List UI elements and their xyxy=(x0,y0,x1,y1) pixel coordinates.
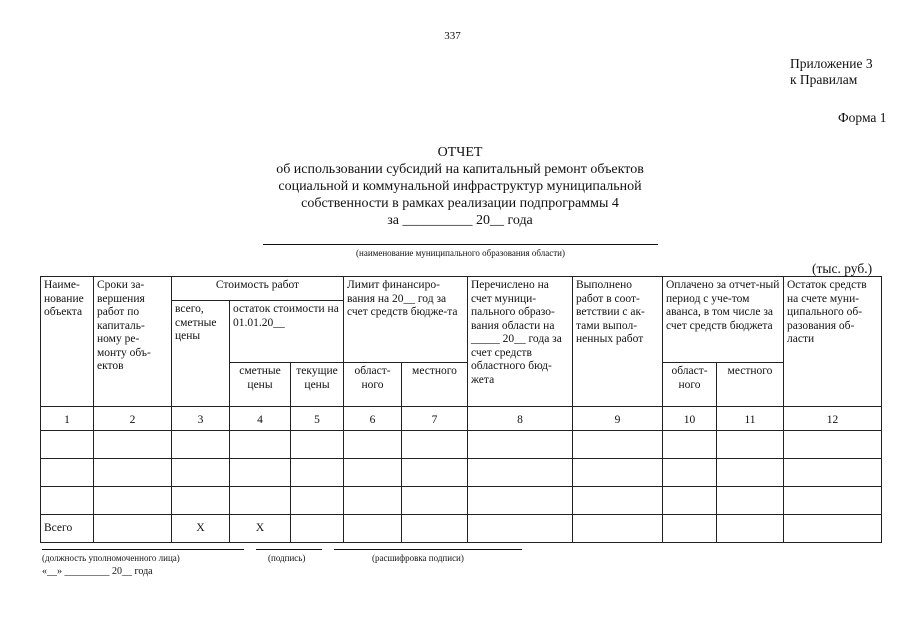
header-cost-current: текущие цены xyxy=(291,363,344,407)
table-cell[interactable] xyxy=(402,431,468,459)
report-title-line-4: за __________ 20__ года xyxy=(387,213,533,228)
header-deadlines: Сроки за-вершения работ по капиталь-ному ре-монту объ-ектов xyxy=(94,277,172,407)
table-cell[interactable] xyxy=(94,459,172,487)
header-cost-estimate: сметные цены xyxy=(230,363,291,407)
table-cell[interactable] xyxy=(172,487,230,515)
table-cell[interactable] xyxy=(41,431,94,459)
table-cell[interactable] xyxy=(402,487,468,515)
unit-label: (тыс. руб.) xyxy=(812,261,873,276)
appendix-line-1: Приложение 3 xyxy=(790,56,873,71)
column-number: 3 xyxy=(172,407,230,431)
report-table xyxy=(40,276,882,543)
report-title-line-2: социальной и коммунальной инфраструктур муниципальной xyxy=(278,179,642,194)
x-mark: Х xyxy=(230,515,291,543)
header-paid-regional: област-ного xyxy=(663,363,717,407)
form-label: Форма 1 xyxy=(838,110,887,125)
table-cell[interactable] xyxy=(230,431,291,459)
column-number: 12 xyxy=(784,407,882,431)
table-cell[interactable] xyxy=(94,515,172,543)
table-cell[interactable] xyxy=(402,459,468,487)
report-title-line-3: собственности в рамках реализации подпрограммы 4 xyxy=(301,196,619,211)
table-cell[interactable] xyxy=(784,515,882,543)
table-cell[interactable] xyxy=(784,459,882,487)
date-line: «__» _________ 20__ года xyxy=(42,566,153,577)
table-cell[interactable] xyxy=(717,459,784,487)
table-cell[interactable] xyxy=(291,487,344,515)
report-title xyxy=(200,144,720,229)
table-cell[interactable] xyxy=(291,431,344,459)
column-number: 8 xyxy=(468,407,573,431)
table-cell[interactable] xyxy=(41,459,94,487)
column-number: 5 xyxy=(291,407,344,431)
table-cell[interactable] xyxy=(573,487,663,515)
appendix-line-2: к Правилам xyxy=(790,72,858,87)
municipality-line xyxy=(263,244,658,245)
report-title-line-1: об использовании субсидий на капитальный ремонт объектов xyxy=(276,162,644,177)
table-row xyxy=(41,487,882,515)
decode-line xyxy=(334,549,522,550)
signature-line xyxy=(256,549,322,550)
header-paid-local: местного xyxy=(717,363,784,407)
decode-caption: (расшифровка подписи) xyxy=(372,553,464,563)
column-number: 1 xyxy=(41,407,94,431)
header-paid: Оплачено за отчет-ный период с уче-том аванса, в том числе за счет средств бюджета xyxy=(663,277,784,363)
column-number: 9 xyxy=(573,407,663,431)
table-cell[interactable] xyxy=(468,459,573,487)
table-cell[interactable] xyxy=(94,431,172,459)
table-cell[interactable] xyxy=(230,487,291,515)
table-row xyxy=(41,459,882,487)
column-number: 11 xyxy=(717,407,784,431)
column-number: 2 xyxy=(94,407,172,431)
table-cell[interactable] xyxy=(784,431,882,459)
municipality-caption: (наименование муниципального образования области) xyxy=(356,248,565,258)
position-line xyxy=(42,549,244,550)
table-cell[interactable] xyxy=(573,515,663,543)
table-cell[interactable] xyxy=(573,459,663,487)
table-cell[interactable] xyxy=(230,459,291,487)
table-cell[interactable] xyxy=(291,515,344,543)
table-cell[interactable] xyxy=(784,487,882,515)
header-transferred: Перечислено на счет муници-пального образо-вания области на _____ 20__ года за счет средств областного бюд-жета xyxy=(468,277,573,407)
table-cell[interactable] xyxy=(172,459,230,487)
header-row-1 xyxy=(41,277,882,301)
report-heading: ОТЧЕТ xyxy=(437,145,483,160)
appendix-note xyxy=(790,56,873,88)
table-cell[interactable] xyxy=(468,431,573,459)
table-cell[interactable] xyxy=(573,431,663,459)
table-cell[interactable] xyxy=(94,487,172,515)
column-number: 6 xyxy=(344,407,402,431)
table-cell[interactable] xyxy=(468,487,573,515)
table-cell[interactable] xyxy=(344,431,402,459)
table-cell[interactable] xyxy=(41,487,94,515)
column-number: 7 xyxy=(402,407,468,431)
header-remaining-funds: Остаток средств на счете муни-ципального об-разования об-ласти xyxy=(784,277,882,407)
position-caption: (должность уполномоченного лица) xyxy=(42,553,180,563)
signature-caption: (подпись) xyxy=(268,553,306,563)
column-number-row xyxy=(41,407,882,431)
header-limit-regional: област-ного xyxy=(344,363,402,407)
header-object-name: Наиме-нование объекта xyxy=(41,277,94,407)
table-cell[interactable] xyxy=(717,515,784,543)
table-cell[interactable] xyxy=(663,431,717,459)
header-limit: Лимит финансиро-вания на 20__ год за счет средств бюдже-та xyxy=(344,277,468,363)
total-row xyxy=(41,515,882,543)
table-cell[interactable] xyxy=(344,487,402,515)
header-cost: Стоимость работ xyxy=(172,277,344,301)
table-cell[interactable] xyxy=(344,459,402,487)
header-work-done: Выполнено работ в соот-ветствии с ак-тами выпол-ненных работ xyxy=(573,277,663,407)
table-cell[interactable] xyxy=(663,459,717,487)
total-label: Всего xyxy=(41,515,94,543)
table-cell[interactable] xyxy=(402,515,468,543)
x-mark: Х xyxy=(172,515,230,543)
table-cell[interactable] xyxy=(663,487,717,515)
column-number: 10 xyxy=(663,407,717,431)
table-cell[interactable] xyxy=(172,431,230,459)
page-number: 337 xyxy=(444,30,461,42)
table-row xyxy=(41,431,882,459)
table-cell[interactable] xyxy=(291,459,344,487)
header-cost-total: всего, сметные цены xyxy=(172,301,230,407)
header-limit-local: местного xyxy=(402,363,468,407)
table-cell[interactable] xyxy=(468,515,573,543)
header-cost-remaining: остаток стоимости на 01.01.20__ xyxy=(230,301,344,363)
table-cell[interactable] xyxy=(717,487,784,515)
table-cell[interactable] xyxy=(717,431,784,459)
table-cell[interactable] xyxy=(344,515,402,543)
table-cell[interactable] xyxy=(663,515,717,543)
column-number: 4 xyxy=(230,407,291,431)
